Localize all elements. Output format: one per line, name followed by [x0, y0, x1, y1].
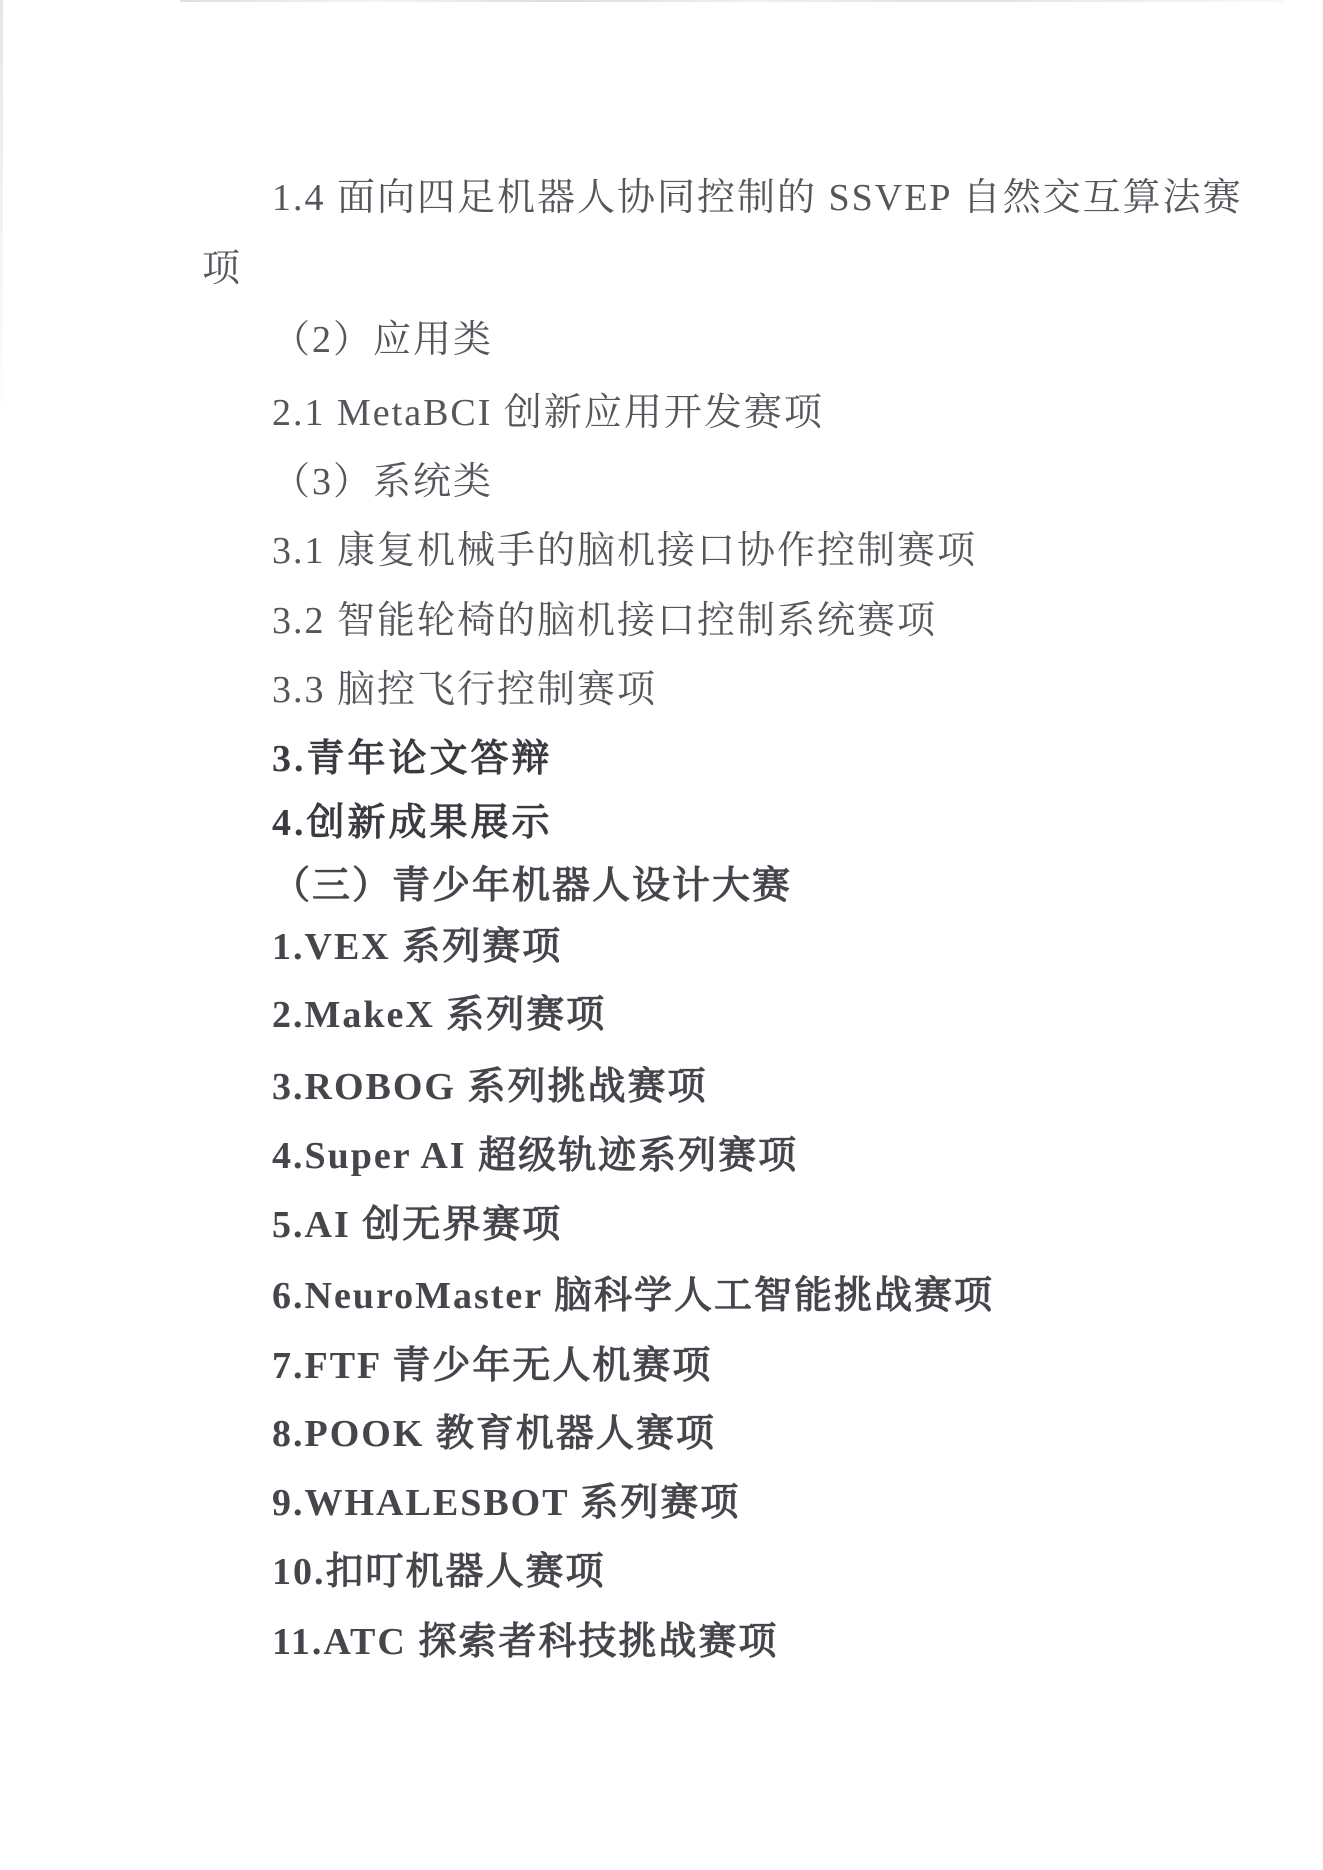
- doc-line-event-2-makex: 2.MakeX 系列赛项: [272, 994, 607, 1036]
- doc-line-item-2-1: 2.1 MetaBCI 创新应用开发赛项: [272, 392, 824, 434]
- doc-line-event-10-kouding: 10.扣叮机器人赛项: [272, 1551, 606, 1593]
- doc-line-agenda-4: 4.创新成果展示: [272, 802, 553, 844]
- doc-line-event-1-vex: 1.VEX 系列赛项: [272, 926, 563, 968]
- doc-line-event-11-atc: 11.ATC 探索者科技挑战赛项: [272, 1621, 779, 1663]
- doc-line-event-3-robog: 3.ROBOG 系列挑战赛项: [272, 1066, 708, 1108]
- doc-line-event-9-whalesbot: 9.WHALESBOT 系列赛项: [272, 1482, 741, 1524]
- doc-line-agenda-3: 3.青年论文答辩: [272, 738, 553, 780]
- doc-line-item-3-2: 3.2 智能轮椅的脑机接口控制系统赛项: [272, 600, 938, 642]
- doc-line-event-4-superai: 4.Super AI 超级轨迹系列赛项: [272, 1135, 799, 1177]
- doc-line-event-5-ai: 5.AI 创无界赛项: [272, 1204, 563, 1246]
- doc-line-item-3-1: 3.1 康复机械手的脑机接口协作控制赛项: [272, 530, 978, 572]
- scan-artifact-top-edge: [180, 0, 1283, 2]
- doc-line-event-7-ftf: 7.FTF 青少年无人机赛项: [272, 1345, 713, 1387]
- doc-line-event-8-pook: 8.POOK 教育机器人赛项: [272, 1413, 716, 1455]
- scan-artifact-left-edge: [0, 0, 3, 430]
- doc-line-item-3-3: 3.3 脑控飞行控制赛项: [272, 669, 658, 711]
- doc-line-event-6-neuromaster: 6.NeuroMaster 脑科学人工智能挑战赛项: [272, 1275, 994, 1317]
- doc-line-category-2: （2）应用类: [272, 319, 494, 361]
- doc-line-category-3: （3）系统类: [272, 461, 494, 503]
- doc-line-item-1-4-wrap: 项: [202, 248, 243, 290]
- doc-line-section-three: （三）青少年机器人设计大赛: [272, 865, 793, 907]
- doc-line-item-1-4: 1.4 面向四足机器人协同控制的 SSVEP 自然交互算法赛: [272, 177, 1243, 219]
